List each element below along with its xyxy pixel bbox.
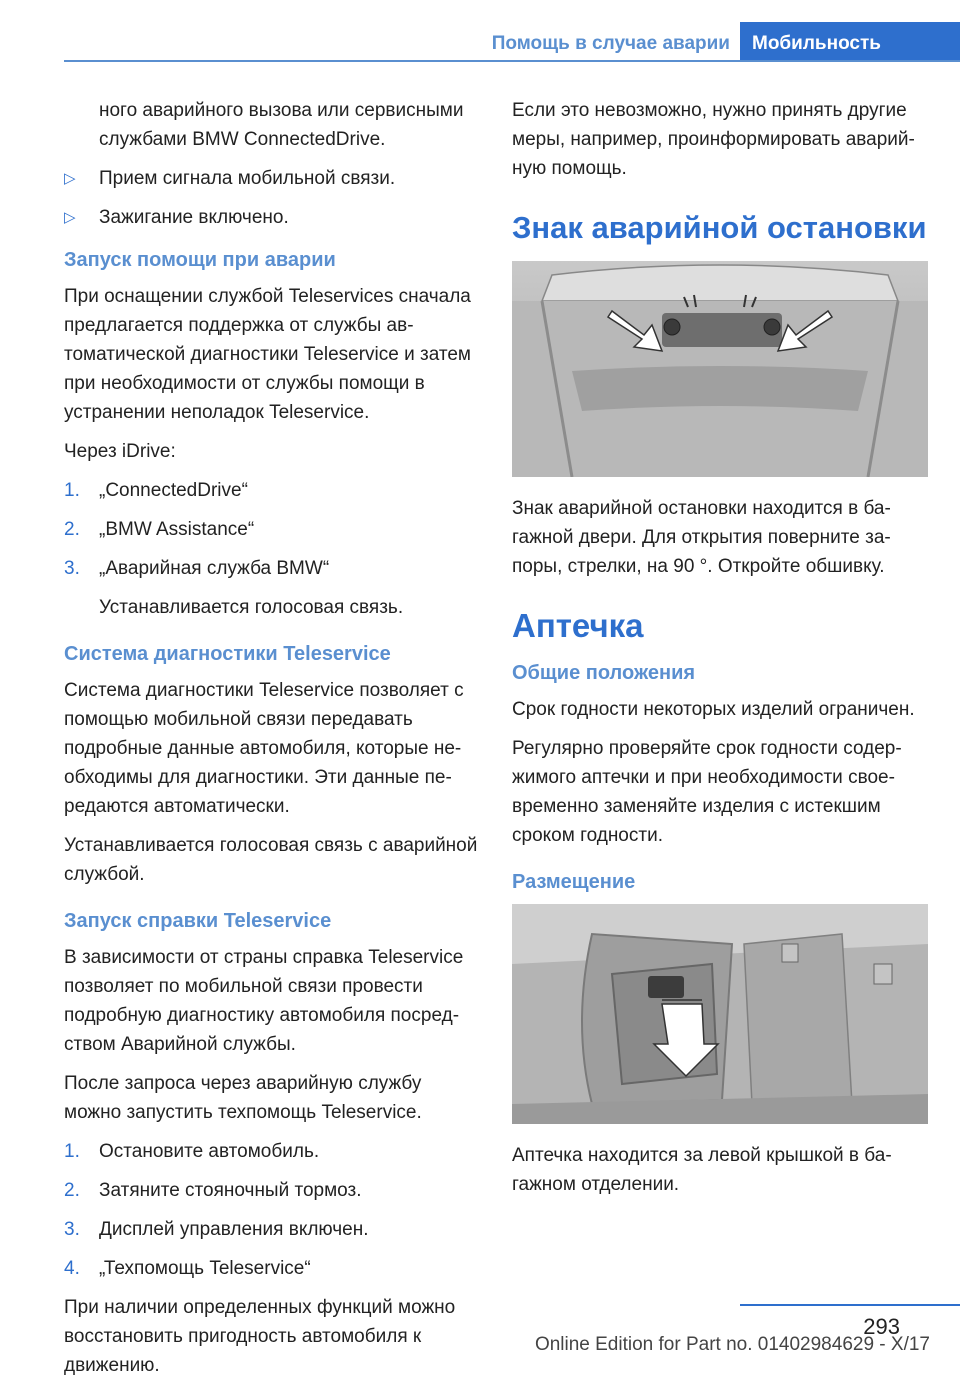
heading-start-assist: Запуск помощи при аварии — [64, 249, 336, 271]
trunk-illustration — [512, 904, 928, 1124]
tailgate-illustration — [512, 261, 928, 477]
right-column — [512, 96, 932, 1209]
paragraph: Если это невозможно, нужно принять другие меры, например, проинформировать аварийную помощь. — [512, 100, 915, 179]
paragraph: В зависимости от страны справка Teleservice позволяет по мобильной связи провести подробную диагностику автомобиля посредством Аварийной службы. — [64, 947, 464, 1055]
paragraph: Аптечка находится за левой крышкой в багажном отделении. — [512, 1145, 892, 1195]
heading-general: Общие положения — [512, 662, 696, 684]
triangle-bullet-icon: ▷ — [64, 170, 76, 187]
paragraph: Устанавливается голосовая связь. — [99, 597, 404, 618]
header-divider — [64, 60, 960, 62]
heading-warning-triangle: Знак аварийной остановки — [512, 210, 927, 245]
paragraph: После запроса через аварийную службу можно запустить техпомощь Teleservice. — [64, 1073, 422, 1123]
heading-teleservice-help: Запуск справки Teleservice — [64, 910, 332, 932]
page-number: 293 — [863, 1314, 900, 1339]
footer-edition: Online Edition for Part no. 01402984629 - X/17 — [534, 1334, 930, 1355]
page-header — [0, 0, 960, 60]
heading-placement: Размещение — [512, 871, 636, 893]
paragraph: Знак аварийной остановки находится в багажной двери. Для открытия поверните запоры, стрелки, на 90 °. Откройте обшивку. — [512, 498, 891, 577]
list-item: 1. Остановите автомобиль. — [64, 1141, 320, 1162]
paragraph: Регулярно проверяйте срок годности содержимого аптечки и при необходимости своевременно заменяйте изделия с истекшим сроком годности. — [512, 738, 902, 846]
list-item: 3. „Аварийная служба BMW“ — [64, 558, 330, 579]
heading-diagnostics: Система диагностики Teleservice — [64, 643, 391, 665]
list-item: ▷ Зажигание включено. — [64, 203, 482, 232]
paragraph: Устанавливается голосовая связь с аварийной службой. — [64, 835, 478, 885]
list-item: 4. „Техпомощь Teleservice“ — [64, 1258, 311, 1279]
paragraph: При наличии определенных функций можно восстановить пригодность автомобиля к движению. — [64, 1297, 456, 1376]
first-aid-kit-figure — [512, 904, 928, 1129]
paragraph: При оснащении службой Teleservices сначала предлагается поддержка от службы автоматической диагностики Teleservice и затем при необходимости от службы помощи в устранении неполадок Teleservice. — [64, 286, 471, 423]
paragraph: Через iDrive: — [64, 441, 176, 462]
footer-divider — [740, 1304, 960, 1306]
list-item: 3. Дисплей управления включен. — [64, 1219, 369, 1240]
left-column — [64, 96, 482, 1390]
paragraph: Система диагностики Teleservice позволяет с помощью мобильной связи передавать подробные данные автомобиля, которые необходимы для диагностики. Эти данные передаются автоматически. — [64, 680, 464, 817]
paragraph: Срок годности некоторых изделий ограничен. — [512, 699, 915, 720]
triangle-bullet-icon: ▷ — [64, 209, 76, 226]
list-item: 2. „BMW Assistance“ — [64, 519, 255, 540]
list-item: ▷ Прием сигнала мобильной связи. — [64, 164, 482, 193]
header-chapter-tab: Мобильность — [740, 22, 960, 62]
warning-triangle-figure — [512, 261, 928, 482]
list-item: 2. Затяните стояночный тормоз. — [64, 1180, 362, 1201]
list-item: 1. „ConnectedDrive“ — [64, 480, 248, 501]
header-section-title: Помощь в случае аварии — [491, 33, 730, 54]
heading-first-aid-kit: Аптечка — [512, 607, 644, 644]
paragraph-continued: ного аварийного вызова или сервисными службами BMW ConnectedDrive. — [99, 100, 464, 150]
